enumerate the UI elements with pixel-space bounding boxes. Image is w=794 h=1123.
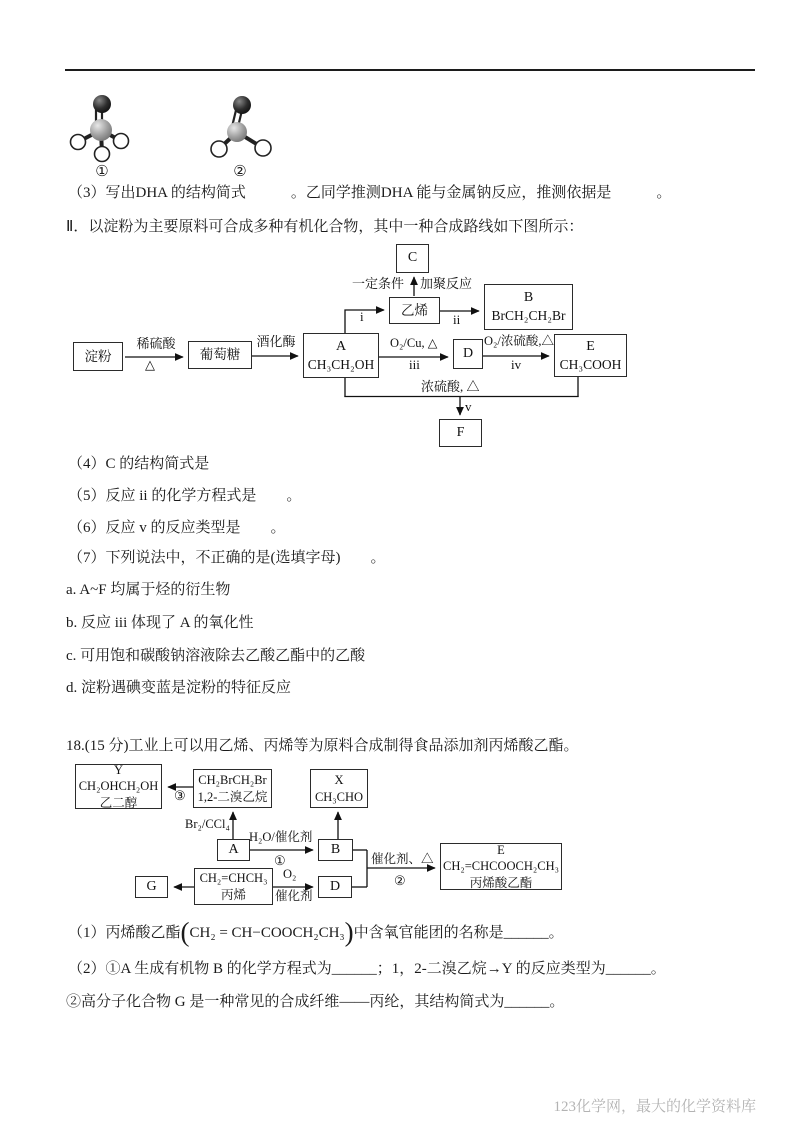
question-4: （4）C 的结构简式是 (68, 456, 210, 472)
fc1-label-step-i: i (360, 309, 364, 324)
fc1-box-a: A CH₃CH₂OH (303, 333, 379, 378)
option-d: d. 淀粉遇碘变蓝是淀粉的特征反应 (66, 680, 292, 696)
fc2-box-y: Y CH₂OHCH₂OH 乙二醇 (75, 764, 162, 809)
fc1-box-f: F (439, 419, 482, 447)
fc2-label-step-1: ① (274, 853, 286, 868)
molecule-2-label: ② (233, 164, 247, 180)
fc2-label-catalyst: 催化剂 (275, 889, 313, 903)
fc1-label-dilute-acid: 稀硫酸 (136, 336, 176, 351)
fc2-label-o2: O₂ (283, 867, 297, 881)
fc2-box-dibromoethane: CH₂BrCH₂Br 1,2-二溴乙烷 (193, 769, 272, 808)
fc1-label-delta: △ (145, 357, 155, 372)
question-18-title: 18.(15 分)工业上可以用乙烯、丙烯等为原料合成制得食品添加剂丙烯酸乙酯。 (66, 738, 579, 754)
question-18-1 (68, 917, 564, 947)
fc1-label-o2-h2so4: O₂/浓硫酸,△ (484, 334, 554, 348)
molecule-1 (71, 95, 129, 162)
fc2-label-step-2: ② (394, 873, 406, 888)
fc1-label-o2-cu: O₂/Cu, △ (390, 336, 438, 350)
fc1-box-b: B BrCH₂CH₂Br (484, 284, 573, 330)
fc1-label-step-v: v (465, 399, 472, 414)
q18-1-formula: CH₂ = CH−COOCH₂CH₃ (189, 924, 345, 941)
molecule-1-label: ① (95, 164, 109, 180)
fc2-label-br2-ccl4: Br₂/CCl₄ (185, 817, 230, 831)
option-c: c. 可用饱和碳酸钠溶液除去乙酸乙酯中的乙酸 (66, 648, 366, 664)
question-3: （3）写出DHA 的结构简式 。乙同学推测DHA 能与金属钠反应，推测依据是 。 (68, 185, 672, 201)
fc1-box-ethylene: 乙烯 (389, 297, 440, 324)
molecule-2 (211, 96, 271, 157)
fc1-box-glucose: 葡萄糖 (188, 341, 252, 369)
section2-intro: Ⅱ．以淀粉为主要原料可合成多种有机化合物，其中一种合成路线如下图所示： (66, 219, 584, 235)
q18-1-suffix: 中含氧官能团的名称是______。 (353, 924, 564, 941)
fc2-label-step-3: ③ (174, 788, 186, 803)
fc2-box-a: A (217, 839, 250, 861)
fc1-label-step-ii: ii (453, 312, 461, 327)
fc1-label-enzyme: 酒化酶 (256, 334, 296, 349)
fc2-box-d: D (318, 876, 352, 898)
q18-1-prefix: （1）丙烯酸乙酯 (68, 924, 181, 941)
fc2-label-catalyst-delta: 催化剂、△ (371, 852, 434, 866)
fc1-label-step-iv: iv (511, 357, 522, 372)
fc1-label-condition: 一定条件 (352, 276, 405, 291)
watermark: 123化学网，最大的化学资料库 (553, 1099, 756, 1115)
fc2-box-x: X CH₃CHO (310, 769, 368, 808)
fc1-label-step-iii: iii (409, 357, 420, 372)
fc2-box-propylene: CH₂=CHCH₃ 丙烯 (194, 868, 273, 905)
top-divider (65, 69, 755, 71)
option-b: b. 反应 iii 体现了 A 的氧化性 (66, 615, 254, 631)
option-a: a. A~F 均属于烃的衍生物 (66, 582, 231, 598)
fc1-label-conc-acid: 浓硫酸, △ (421, 379, 480, 394)
question-7: （7）下列说法中，不正确的是(选填字母) 。 (68, 550, 386, 566)
fc1-box-e: E CH₃COOH (554, 334, 627, 377)
fc1-box-starch: 淀粉 (73, 342, 123, 371)
question-6: （6）反应 v 的反应类型是 。 (68, 520, 286, 536)
fc1-box-d: D (453, 339, 483, 369)
fc2-label-h2o-catalyst: H₂O/催化剂 (249, 830, 313, 844)
fc1-label-polymerization: 加聚反应 (420, 276, 473, 291)
q18-1-open-paren: ( (180, 917, 190, 947)
question-5: （5）反应 ii 的化学方程式是 。 (68, 488, 302, 504)
fc2-box-b: B (318, 839, 353, 861)
fc2-box-e: E CH₂=CHCOOCH₂CH₃ 丙烯酸乙酯 (440, 843, 562, 890)
fc2-box-g: G (135, 876, 168, 898)
q18-1-close-paren: ) (344, 917, 354, 947)
question-18-2-line2: ②高分子化合物 G 是一种常见的合成纤维——丙纶，其结构简式为______。 (66, 994, 565, 1010)
question-18-2-line1: （2）①A 生成有机物 B 的化学方程式为______；1，2-二溴乙烷→Y 的反应类型为______。 (68, 961, 666, 977)
fc1-box-c: C (396, 244, 429, 273)
